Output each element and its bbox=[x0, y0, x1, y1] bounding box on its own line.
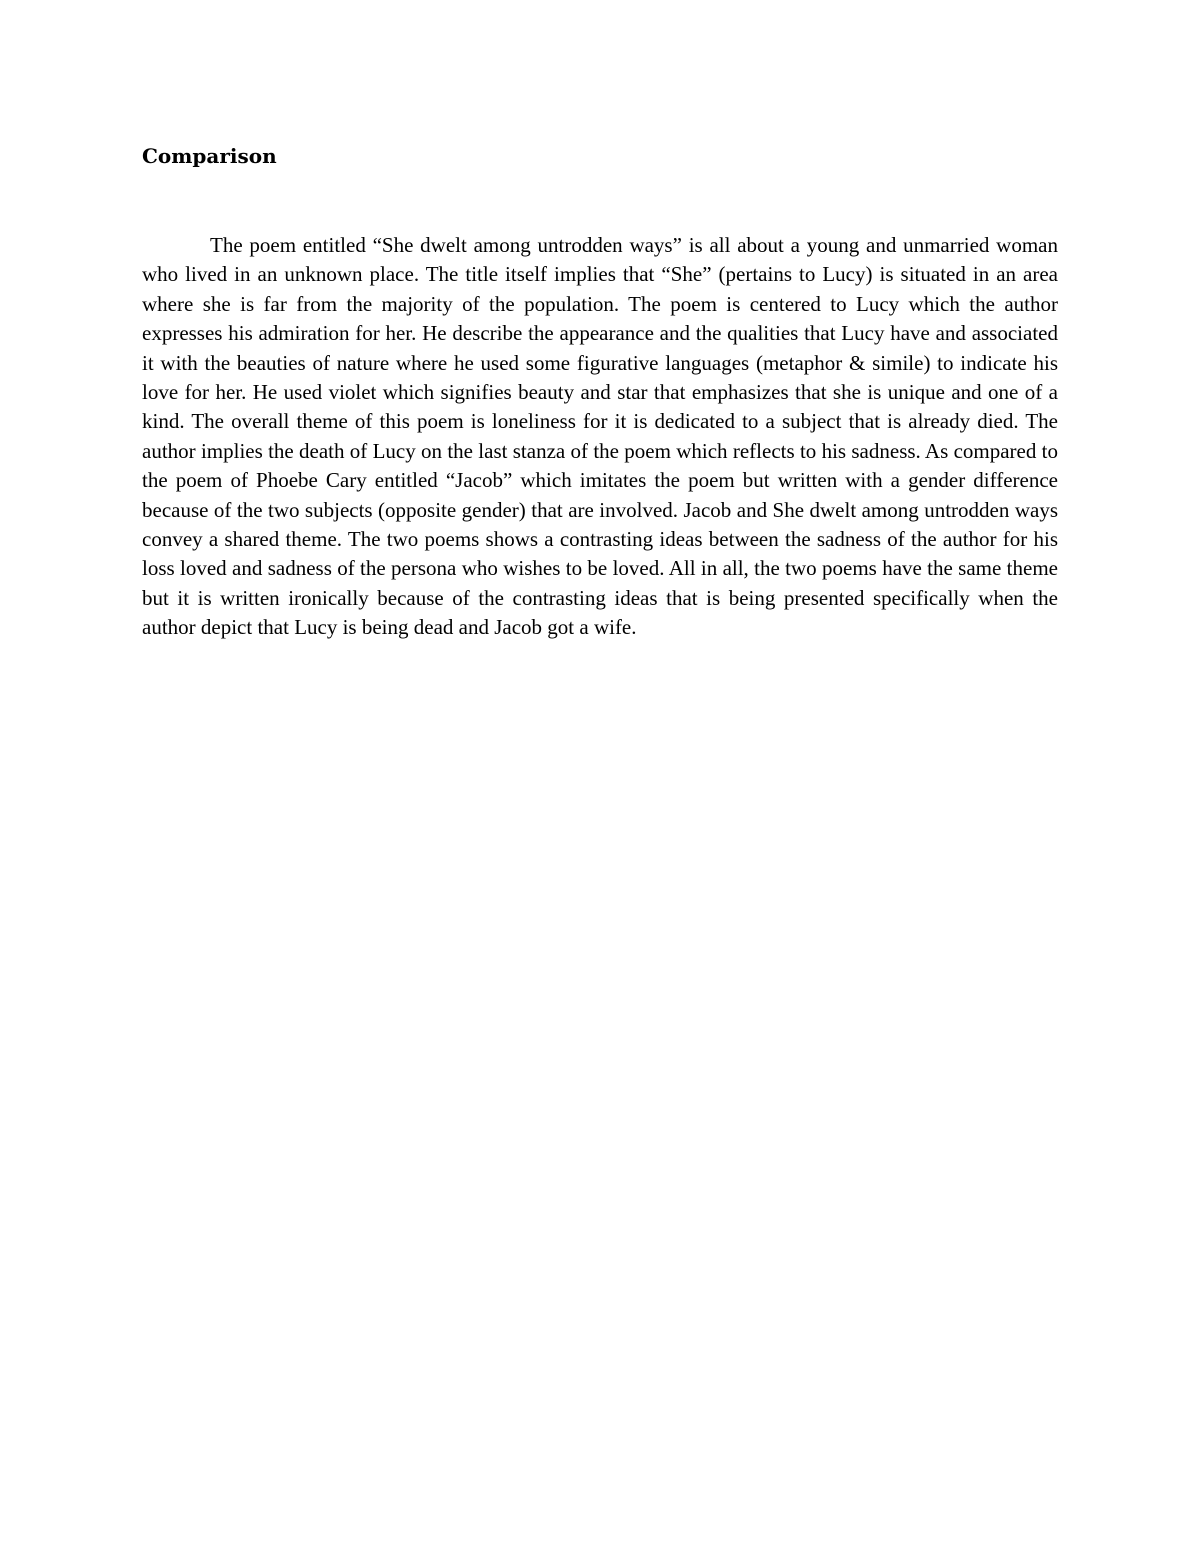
document-heading: Comparison bbox=[142, 144, 277, 168]
document-paragraph: The poem entitled “She dwelt among untrodden ways” is all about a young and unmarried woman who lived in an unknown place. The title itself implies that “She” (pertains to Lucy) is situated in an area where she is far from the majority of the population. The poem is centered to Lucy which the author expresses his admiration for her. He describe the appearance and the qualities that Lucy have and associated it with the beauties of nature where he used some figurative languages (metaphor & simile) to indicate his love for her. He used violet which signifies beauty and star that emphasizes that she is unique and one of a kind. The overall theme of this poem is loneliness for it is dedicated to a subject that is already died. The author implies the death of Lucy on the last stanza of the poem which reflects to his sadness. As compared to the poem of Phoebe Cary entitled “Jacob” which imitates the poem but written with a gender difference because of the two subjects (opposite gender) that are involved. Jacob and She dwelt among untrodden ways convey a shared theme. The two poems shows a contrasting ideas between the sadness of the author for his loss loved and sadness of the persona who wishes to be loved. All in all, the two poems have the same theme but it is written ironically because of the contrasting ideas that is being presented specifically when the author depict that Lucy is being dead and Jacob got a wife. bbox=[142, 233, 1058, 640]
